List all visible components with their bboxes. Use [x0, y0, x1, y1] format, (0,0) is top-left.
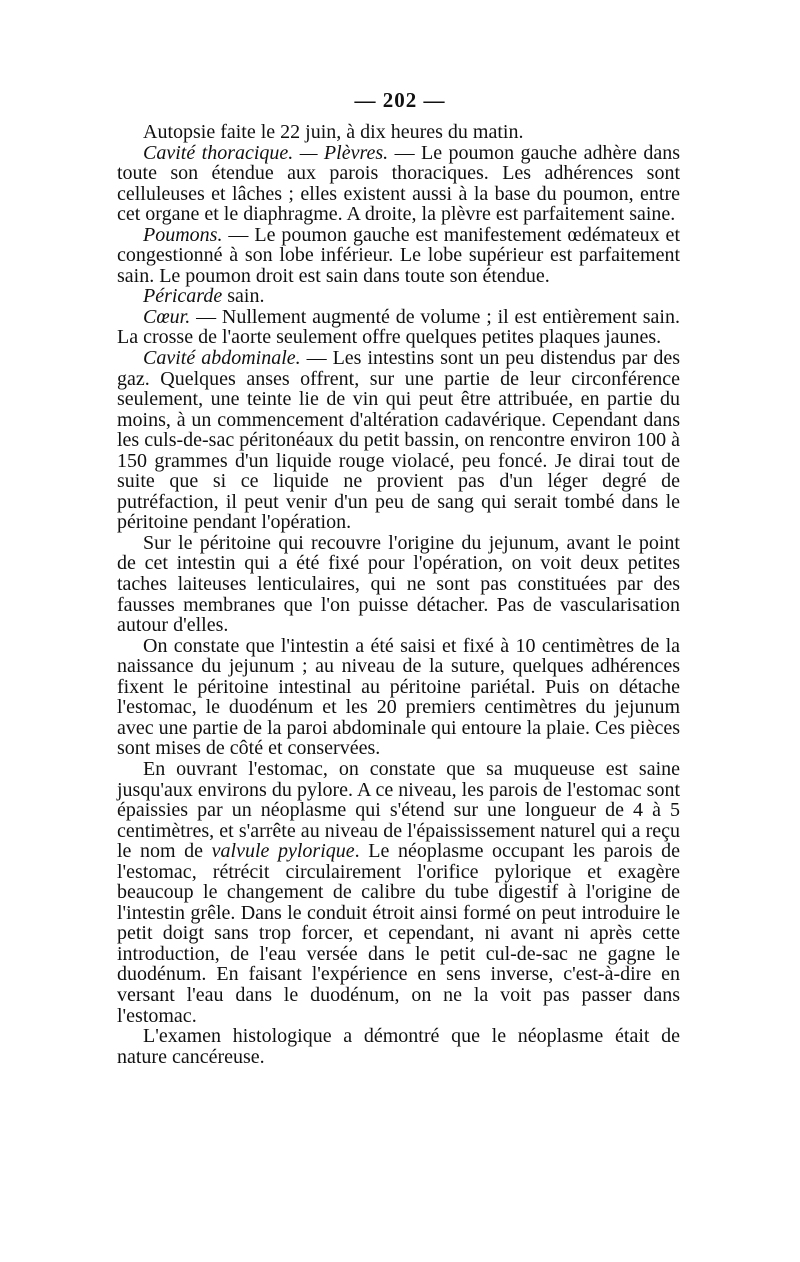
paragraph-coeur: [117, 307, 680, 348]
paragraph-text: L'examen histologique a démontré que le néoplasme était de nature cancéreuse.: [117, 1025, 680, 1068]
section-label: Poumons.: [143, 223, 223, 246]
paragraph-intestin: [117, 636, 680, 759]
paragraph-text: sain.: [222, 285, 265, 308]
section-label: Péricarde: [143, 285, 223, 308]
section-label: Cavité thoracique. — Plèvres.: [143, 141, 389, 164]
paragraph-cavite-abdominale: [117, 348, 680, 533]
paragraph-text: — Le poumon gauche est manifestement œdémateux et congestionné à son lobe inférieur. Le lobe supérieur est parfaitement sain. Le poumon droit est sain dans toute son étendue.: [117, 223, 680, 287]
italic-term: valvule pylorique: [211, 840, 355, 863]
paragraph-text: — Nullement augmenté de volume ; il est entièrement sain. La crosse de l'aorte seulement offre quelques petites plaques jaunes.: [117, 305, 680, 349]
paragraph-text: En ouvrant l'estomac, on constate que sa muqueuse est saine jusqu'aux environs du pylore. A ce niveau, les parois de l'estomac sont épaissies par un néoplasme qui s'étend sur une longueur de 4 à 5 centimètres, et s'arrête au niveau de l'épaississement naturel qui a reçu le nom de: [117, 757, 680, 863]
paragraph-histologique: [117, 1026, 680, 1067]
paragraph-text: — Le poumon gauche adhère dans toute son étendue aux parois thoraciques. Les adhérences sont celluleuses et lâches ; elles existent aussi à la base du poumon, entre cet organe et le diaphragme. A droite, la plèvre est parfaitement saine.: [117, 141, 680, 226]
paragraph-pericarde: [117, 286, 680, 307]
paragraph-text: Sur le péritoine qui recouvre l'origine du jejunum, avant le point de cet intestin qui a été fixé pour l'opération, on voit deux petites taches laiteuses lenticulaires, qui ne sont pas constituées par des fausses membranes que l'on puisse détacher. Pas de vascularisation autour d'elles.: [117, 531, 680, 637]
paragraph-text: — Les intestins sont un peu distendus par des gaz. Quelques anses offrent, sur une partie de leur circonférence seulement, une teinte lie de vin qui peut être attribuée, en partie du moins, à un commencement d'altération cadavérique. Cependant dans les culs-de-sac péritonéaux du petit bassin, on rencontre environ 100 à 150 grammes d'un liquide rouge violacé, peu foncé. Je dirai tout de suite que si ce liquide ne provient pas d'un léger degré de putréfaction, il peut venir d'un peu de sang qui serait tombé dans le péritoine pendant l'opération.: [117, 347, 680, 534]
paragraph-text: Autopsie faite le 22 juin, à dix heures du matin.: [143, 121, 524, 143]
section-label: Cavité abdominale.: [143, 347, 301, 370]
paragraph-text: On constate que l'intestin a été saisi et fixé à 10 centimètres de la naissance du jejunum ; au niveau de la suture, quelques adhérences fixent le péritoine intestinal au péritoine pariétal. Puis on détache l'estomac, le duodénum et les 20 premiers centimètres du jejunum avec une partie de la paroi abdominale qui entoure la plaie. Ces pièces sont mises de côté et conservées.: [117, 634, 680, 760]
page-number: — 202 —: [354, 88, 446, 112]
paragraph-estomac: [117, 759, 680, 1026]
paragraph-text: . Le néoplasme occupant les parois de l'estomac, rétrécit circulairement l'orifice pylorique et exagère beaucoup le changement de calibre du tube digestif à l'origine de l'intestin grêle. Dans le conduit étroit ainsi formé on peut introduire le petit doigt sans trop forcer, et cependant, ni avant ni après cette introduction, de l'eau versée dans le petit cul-de-sac ne gagne le duodénum. En faisant l'expérience en sens inverse, c'est-à-dire en versant l'eau dans le duodénum, on ne la voit pas passer dans l'estomac.: [117, 840, 680, 1027]
section-label: Cœur.: [143, 305, 191, 328]
paragraph-cavite-thoracique: [117, 143, 680, 225]
body-text: [117, 122, 680, 1067]
paragraph-autopsie: [117, 122, 680, 143]
paragraph-poumons: [117, 225, 680, 287]
paragraph-peritoine: [117, 533, 680, 636]
